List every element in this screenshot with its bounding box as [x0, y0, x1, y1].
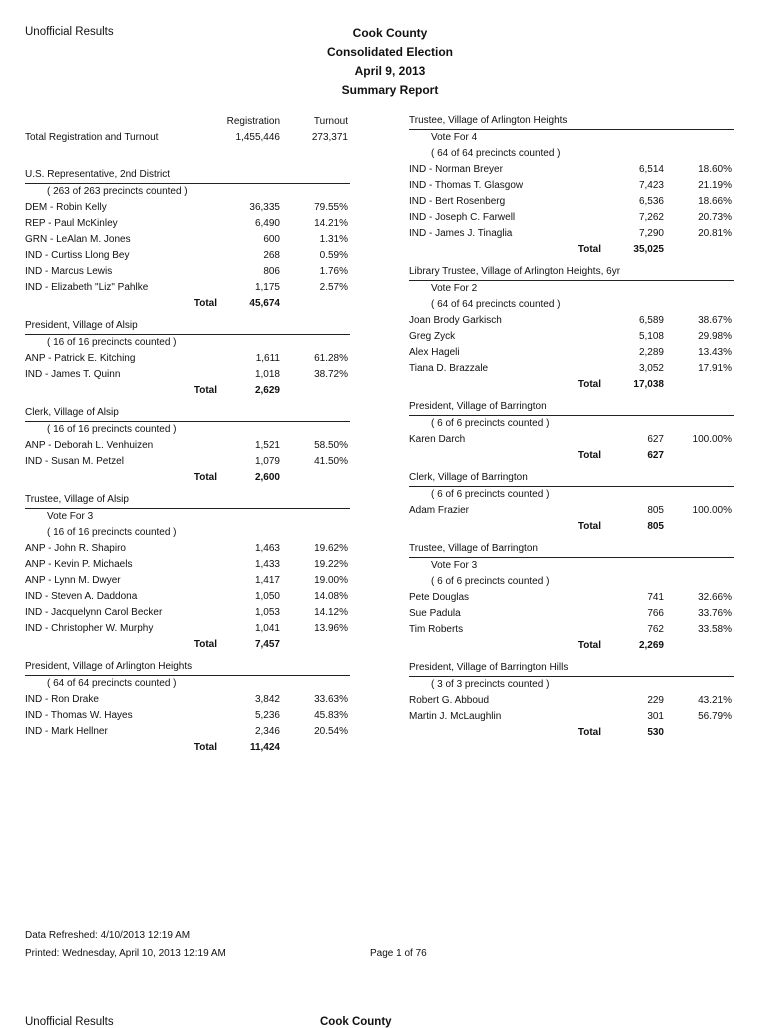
- candidate-percent: 14.08%: [314, 591, 348, 602]
- candidate-votes: 229: [647, 695, 664, 706]
- turnout-column-header: Turnout: [313, 116, 348, 127]
- candidate-votes: 6,536: [638, 196, 664, 207]
- candidate-percent: 41.50%: [314, 456, 348, 467]
- candidate-name: IND - Norman Breyer: [409, 164, 503, 175]
- total-votes: 17,038: [633, 379, 664, 390]
- page-number: Page 1 of 76: [370, 948, 427, 959]
- race-title: Clerk, Village of Alsip: [25, 407, 119, 418]
- candidate-name: Martin J. McLaughlin: [409, 711, 502, 722]
- precincts-counted: ( 3 of 3 precincts counted ): [431, 679, 550, 690]
- candidate-row: [25, 724, 350, 740]
- precincts-counted: ( 6 of 6 precincts counted ): [431, 576, 550, 587]
- candidate-votes: 806: [263, 266, 280, 277]
- next-page-title: Cook County: [320, 1016, 392, 1028]
- total-label: Total: [577, 640, 601, 651]
- candidate-percent: 18.60%: [698, 164, 732, 175]
- precincts-counted: ( 64 of 64 precincts counted ): [431, 299, 561, 310]
- candidate-votes: 5,236: [254, 710, 280, 721]
- candidate-row: [25, 692, 350, 708]
- vote-for-label: Vote For 3: [431, 560, 478, 571]
- total-votes: 2,629: [254, 385, 280, 396]
- candidate-votes: 1,611: [255, 353, 280, 364]
- precincts-counted: ( 6 of 6 precincts counted ): [431, 489, 550, 500]
- title-line: April 9, 2013: [354, 64, 426, 78]
- total-label: Total: [193, 742, 217, 753]
- candidate-row: [409, 178, 734, 194]
- candidate-name: IND - Ron Drake: [25, 694, 99, 705]
- candidate-name: ANP - Kevin P. Michaels: [25, 559, 133, 570]
- candidate-votes: 805: [647, 505, 664, 516]
- total-registration-row: [25, 132, 355, 146]
- total-row: [409, 519, 734, 535]
- candidate-row: [409, 590, 734, 606]
- candidate-votes: 1,018: [254, 369, 280, 380]
- candidate-row: [409, 226, 734, 242]
- candidate-row: [25, 438, 350, 454]
- candidate-votes: 7,290: [638, 228, 664, 239]
- candidate-percent: 19.22%: [314, 559, 348, 570]
- race-title: President, Village of Barrington: [409, 401, 547, 412]
- precincts-counted: ( 16 of 16 precincts counted ): [47, 424, 177, 435]
- candidate-row: [409, 313, 734, 329]
- candidate-name: Alex Hageli: [409, 347, 460, 358]
- candidate-percent: 13.96%: [314, 623, 348, 634]
- total-row: [409, 725, 734, 741]
- candidate-votes: 2,346: [254, 726, 280, 737]
- candidate-row: [409, 432, 734, 448]
- candidate-percent: 45.83%: [314, 710, 348, 721]
- candidate-name: Sue Padula: [409, 608, 461, 619]
- candidate-row: [409, 361, 734, 377]
- candidate-percent: 19.62%: [314, 543, 348, 554]
- total-label: Total: [577, 379, 601, 390]
- total-votes: 35,025: [633, 244, 664, 255]
- precincts-counted: ( 16 of 16 precincts counted ): [47, 527, 177, 538]
- total-row: [25, 470, 350, 486]
- registration-column-header: Registration: [226, 116, 280, 127]
- precincts-counted: ( 64 of 64 precincts counted ): [431, 148, 561, 159]
- candidate-votes: 2,289: [638, 347, 664, 358]
- candidate-row: [25, 351, 350, 367]
- candidate-votes: 1,463: [254, 543, 280, 554]
- candidate-percent: 58.50%: [314, 440, 348, 451]
- candidate-name: REP - Paul McKinley: [25, 218, 118, 229]
- printed-timestamp: Printed: Wednesday, April 10, 2013 12:19 AM: [25, 948, 226, 959]
- total-votes: 530: [647, 727, 664, 738]
- candidate-percent: 1.31%: [319, 234, 348, 245]
- candidate-row: [409, 709, 734, 725]
- total-label: Total: [193, 639, 217, 650]
- candidate-name: Adam Frazier: [409, 505, 470, 516]
- candidate-row: [25, 454, 350, 470]
- race-title: President, Village of Arlington Heights: [25, 661, 193, 672]
- vote-for-label: Vote For 3: [47, 511, 94, 522]
- candidate-row: [25, 557, 350, 573]
- race-title: President, Village of Alsip: [25, 320, 138, 331]
- total-votes: 7,457: [254, 639, 280, 650]
- total-votes: 2,600: [254, 472, 280, 483]
- candidate-percent: 1.76%: [319, 266, 348, 277]
- precincts-counted: ( 64 of 64 precincts counted ): [47, 678, 177, 689]
- candidate-votes: 1,079: [254, 456, 280, 467]
- total-label: Total: [577, 727, 601, 738]
- candidate-votes: 301: [647, 711, 664, 722]
- candidate-name: Tim Roberts: [409, 624, 464, 635]
- race-title: Clerk, Village of Barrington: [409, 472, 528, 483]
- candidate-name: IND - Jacquelynn Carol Becker: [25, 607, 163, 618]
- candidate-row: [25, 708, 350, 724]
- report-title: [250, 24, 530, 100]
- candidate-row: [25, 573, 350, 589]
- candidate-votes: 6,514: [638, 164, 664, 175]
- candidate-votes: 3,842: [254, 694, 280, 705]
- total-votes: 805: [647, 521, 664, 532]
- candidate-percent: 61.28%: [314, 353, 348, 364]
- candidate-name: Robert G. Abboud: [409, 695, 490, 706]
- candidate-percent: 79.55%: [314, 202, 348, 213]
- candidate-percent: 100.00%: [692, 505, 732, 516]
- candidate-name: IND - Steven A. Daddona: [25, 591, 138, 602]
- candidate-row: [409, 503, 734, 519]
- candidate-name: IND - Susan M. Petzel: [25, 456, 124, 467]
- candidate-row: [25, 232, 350, 248]
- candidate-name: IND - Curtiss Llong Bey: [25, 250, 130, 261]
- title-line: Consolidated Election: [326, 45, 453, 59]
- candidate-name: IND - James T. Quinn: [25, 369, 121, 380]
- candidate-name: IND - Thomas T. Glasgow: [409, 180, 524, 191]
- candidate-votes: 268: [263, 250, 280, 261]
- vote-for-label: Vote For 2: [431, 283, 478, 294]
- candidate-votes: 1,041: [254, 623, 280, 634]
- total-label: Total: [193, 385, 217, 396]
- candidate-row: [25, 248, 350, 264]
- total-row: [25, 637, 350, 653]
- candidate-name: DEM - Robin Kelly: [25, 202, 107, 213]
- total-row: [409, 448, 734, 464]
- candidate-percent: 0.59%: [319, 250, 348, 261]
- candidate-percent: 38.72%: [314, 369, 348, 380]
- title-line: Cook County: [352, 26, 428, 40]
- candidate-votes: 7,262: [638, 212, 664, 223]
- candidate-name: Karen Darch: [409, 434, 466, 445]
- race-title: Trustee, Village of Arlington Heights: [409, 115, 568, 126]
- candidate-row: [409, 210, 734, 226]
- vote-for-label: Vote For 4: [431, 132, 478, 143]
- race-title: U.S. Representative, 2nd District: [25, 169, 171, 180]
- candidate-votes: 627: [647, 434, 664, 445]
- candidate-row: [25, 200, 350, 216]
- race-title: Library Trustee, Village of Arlington Heights, 6yr: [409, 266, 621, 277]
- candidate-name: Pete Douglas: [409, 592, 470, 603]
- candidate-votes: 3,052: [638, 363, 664, 374]
- candidate-name: IND - Thomas W. Hayes: [25, 710, 133, 721]
- candidate-votes: 1,050: [254, 591, 280, 602]
- candidate-percent: 33.63%: [314, 694, 348, 705]
- candidate-votes: 5,108: [638, 331, 664, 342]
- total-label: Total: [577, 521, 601, 532]
- candidate-row: [409, 345, 734, 361]
- total-votes: 45,674: [249, 298, 280, 309]
- candidate-percent: 2.57%: [319, 282, 348, 293]
- candidate-percent: 20.54%: [314, 726, 348, 737]
- candidate-row: [25, 605, 350, 621]
- candidate-percent: 38.67%: [698, 315, 732, 326]
- precincts-counted: ( 263 of 263 precincts counted ): [47, 186, 188, 197]
- total-row: [25, 383, 350, 399]
- total-registration-value: 1,455,446: [235, 132, 280, 143]
- candidate-votes: 1,175: [254, 282, 280, 293]
- total-row: [409, 242, 734, 258]
- candidate-votes: 1,417: [254, 575, 280, 586]
- candidate-row: [25, 216, 350, 232]
- candidate-name: Tiana D. Brazzale: [409, 363, 489, 374]
- candidate-votes: 766: [647, 608, 664, 619]
- total-row: [409, 638, 734, 654]
- candidate-name: Joan Brody Garkisch: [409, 315, 502, 326]
- data-refreshed: Data Refreshed: 4/10/2013 12:19 AM: [25, 930, 191, 941]
- total-label: Total: [193, 298, 217, 309]
- candidate-votes: 600: [263, 234, 280, 245]
- candidate-row: [25, 367, 350, 383]
- candidate-percent: 29.98%: [698, 331, 732, 342]
- next-page-unofficial-label: Unofficial Results: [25, 1016, 114, 1028]
- candidate-votes: 6,490: [254, 218, 280, 229]
- candidate-name: ANP - Deborah L. Venhuizen: [25, 440, 154, 451]
- unofficial-results-label: Unofficial Results: [25, 26, 114, 38]
- candidate-percent: 32.66%: [698, 592, 732, 603]
- candidate-row: [25, 589, 350, 605]
- candidate-row: [409, 162, 734, 178]
- candidate-votes: 741: [647, 592, 664, 603]
- candidate-percent: 21.19%: [698, 180, 732, 191]
- total-votes: 627: [647, 450, 664, 461]
- candidate-name: GRN - LeAlan M. Jones: [25, 234, 131, 245]
- candidate-name: IND - James J. Tinaglia: [409, 228, 513, 239]
- candidate-votes: 1,433: [254, 559, 280, 570]
- candidate-votes: 762: [647, 624, 664, 635]
- candidate-name: IND - Joseph C. Farwell: [409, 212, 516, 223]
- candidate-percent: 19.00%: [314, 575, 348, 586]
- candidate-name: Greg Zyck: [409, 331, 456, 342]
- race-title: Trustee, Village of Barrington: [409, 543, 538, 554]
- candidate-percent: 20.73%: [698, 212, 732, 223]
- candidate-percent: 20.81%: [698, 228, 732, 239]
- total-row: [25, 740, 350, 756]
- race-title: President, Village of Barrington Hills: [409, 662, 569, 673]
- candidate-name: ANP - Patrick E. Kitching: [25, 353, 136, 364]
- candidate-row: [409, 622, 734, 638]
- candidate-name: IND - Bert Rosenberg: [409, 196, 506, 207]
- candidate-votes: 36,335: [249, 202, 280, 213]
- candidate-percent: 14.12%: [314, 607, 348, 618]
- candidate-percent: 43.21%: [698, 695, 732, 706]
- candidate-row: [25, 264, 350, 280]
- candidate-percent: 13.43%: [698, 347, 732, 358]
- candidate-percent: 18.66%: [698, 196, 732, 207]
- candidate-row: [409, 693, 734, 709]
- candidate-votes: 7,423: [638, 180, 664, 191]
- candidate-row: [409, 329, 734, 345]
- candidate-percent: 14.21%: [314, 218, 348, 229]
- total-registration-label: Total Registration and Turnout: [25, 132, 159, 143]
- candidate-name: IND - Christopher W. Murphy: [25, 623, 154, 634]
- candidate-name: IND - Elizabeth "Liz" Pahlke: [25, 282, 149, 293]
- precincts-counted: ( 16 of 16 precincts counted ): [47, 337, 177, 348]
- total-label: Total: [577, 244, 601, 255]
- total-label: Total: [577, 450, 601, 461]
- candidate-name: ANP - John R. Shapiro: [25, 543, 126, 554]
- candidate-percent: 33.58%: [698, 624, 732, 635]
- total-row: [409, 377, 734, 393]
- candidate-row: [25, 280, 350, 296]
- candidate-percent: 33.76%: [698, 608, 732, 619]
- precincts-counted: ( 6 of 6 precincts counted ): [431, 418, 550, 429]
- total-votes: 2,269: [638, 640, 664, 651]
- candidate-votes: 1,053: [254, 607, 280, 618]
- candidate-row: [409, 194, 734, 210]
- title-line: Summary Report: [341, 83, 439, 97]
- candidate-row: [25, 541, 350, 557]
- candidate-name: ANP - Lynn M. Dwyer: [25, 575, 121, 586]
- total-row: [25, 296, 350, 312]
- candidate-votes: 6,589: [638, 315, 664, 326]
- candidate-percent: 17.91%: [698, 363, 732, 374]
- candidate-percent: 56.79%: [698, 711, 732, 722]
- candidate-percent: 100.00%: [692, 434, 732, 445]
- candidate-name: IND - Mark Hellner: [25, 726, 108, 737]
- total-turnout-value: 273,371: [311, 132, 348, 143]
- candidate-row: [409, 606, 734, 622]
- candidate-row: [25, 621, 350, 637]
- race-title: Trustee, Village of Alsip: [25, 494, 129, 505]
- total-label: Total: [193, 472, 217, 483]
- total-votes: 11,424: [249, 742, 280, 753]
- candidate-votes: 1,521: [254, 440, 280, 451]
- candidate-name: IND - Marcus Lewis: [25, 266, 113, 277]
